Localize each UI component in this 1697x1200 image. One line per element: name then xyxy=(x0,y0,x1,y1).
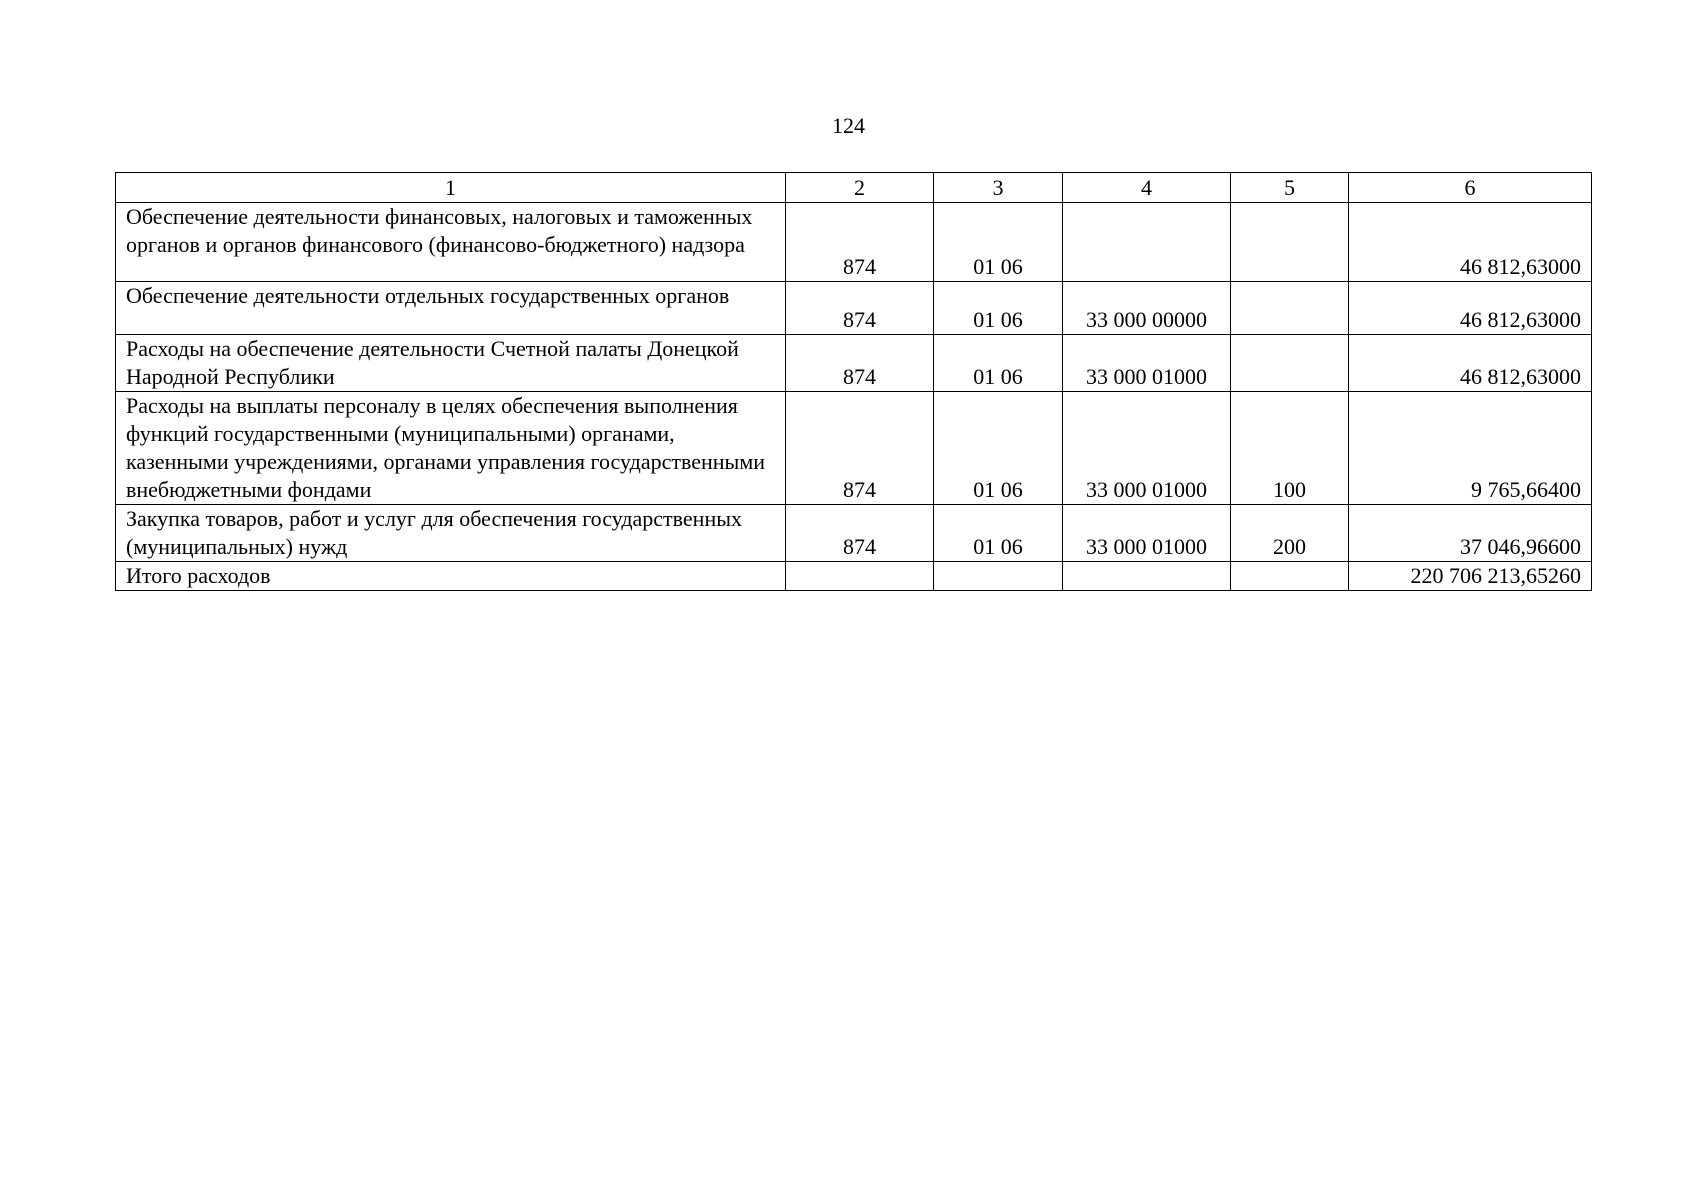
table-row xyxy=(116,505,1592,562)
expense-type-cell: 200 xyxy=(1231,505,1349,562)
section-code-cell: 01 06 xyxy=(934,392,1063,505)
table-header xyxy=(116,173,1592,203)
empty-cell xyxy=(1231,562,1349,591)
total-amount-cell: 220 706 213,65260 xyxy=(1349,562,1592,591)
amount-cell: 37 046,96600 xyxy=(1349,505,1592,562)
header-row xyxy=(116,173,1592,203)
section-code-cell: 01 06 xyxy=(934,505,1063,562)
expense-type-cell xyxy=(1231,335,1349,392)
ministry-code-cell: 874 xyxy=(786,392,934,505)
column-header-3: 3 xyxy=(934,173,1063,203)
expense-type-cell xyxy=(1231,282,1349,335)
page-number: 124 xyxy=(832,113,865,138)
row-name-cell: Расходы на обеспечение деятельности Счетной палаты Донецкой Народной Республики xyxy=(116,335,786,392)
budget-table xyxy=(115,172,1592,591)
amount-cell: 9 765,66400 xyxy=(1349,392,1592,505)
row-name-cell: Обеспечение деятельности отдельных государственных органов xyxy=(116,282,786,335)
target-article-cell xyxy=(1063,203,1231,282)
amount-cell: 46 812,63000 xyxy=(1349,282,1592,335)
table-body xyxy=(116,203,1592,591)
target-article-cell: 33 000 01000 xyxy=(1063,335,1231,392)
table-row xyxy=(116,282,1592,335)
ministry-code-cell: 874 xyxy=(786,335,934,392)
column-header-6: 6 xyxy=(1349,173,1592,203)
row-name-cell: Закупка товаров, работ и услуг для обеспечения государственных (муниципальных) нужд xyxy=(116,505,786,562)
column-header-5: 5 xyxy=(1231,173,1349,203)
section-code-cell: 01 06 xyxy=(934,203,1063,282)
empty-cell xyxy=(786,562,934,591)
empty-cell xyxy=(1063,562,1231,591)
target-article-cell: 33 000 01000 xyxy=(1063,392,1231,505)
table-row xyxy=(116,203,1592,282)
amount-cell: 46 812,63000 xyxy=(1349,203,1592,282)
amount-cell: 46 812,63000 xyxy=(1349,335,1592,392)
target-article-cell: 33 000 01000 xyxy=(1063,505,1231,562)
expense-type-cell xyxy=(1231,203,1349,282)
ministry-code-cell: 874 xyxy=(786,282,934,335)
total-row xyxy=(116,562,1592,591)
ministry-code-cell: 874 xyxy=(786,203,934,282)
expense-type-cell: 100 xyxy=(1231,392,1349,505)
row-name-cell: Расходы на выплаты персоналу в целях обеспечения выполнения функций государственными (муниципальными) органами, казенными учреждениями, органами управления государственными внебюджетными фондами xyxy=(116,392,786,505)
ministry-code-cell: 874 xyxy=(786,505,934,562)
section-code-cell: 01 06 xyxy=(934,335,1063,392)
column-header-1: 1 xyxy=(116,173,786,203)
column-header-4: 4 xyxy=(1063,173,1231,203)
section-code-cell: 01 06 xyxy=(934,282,1063,335)
column-header-2: 2 xyxy=(786,173,934,203)
empty-cell xyxy=(934,562,1063,591)
table-row xyxy=(116,392,1592,505)
target-article-cell: 33 000 00000 xyxy=(1063,282,1231,335)
table-row xyxy=(116,335,1592,392)
row-name-cell: Обеспечение деятельности финансовых, налоговых и таможенных органов и органов финансового (финансово-бюджетного) надзора xyxy=(116,203,786,282)
budget-table-container xyxy=(115,172,1591,591)
total-label-cell: Итого расходов xyxy=(116,562,786,591)
